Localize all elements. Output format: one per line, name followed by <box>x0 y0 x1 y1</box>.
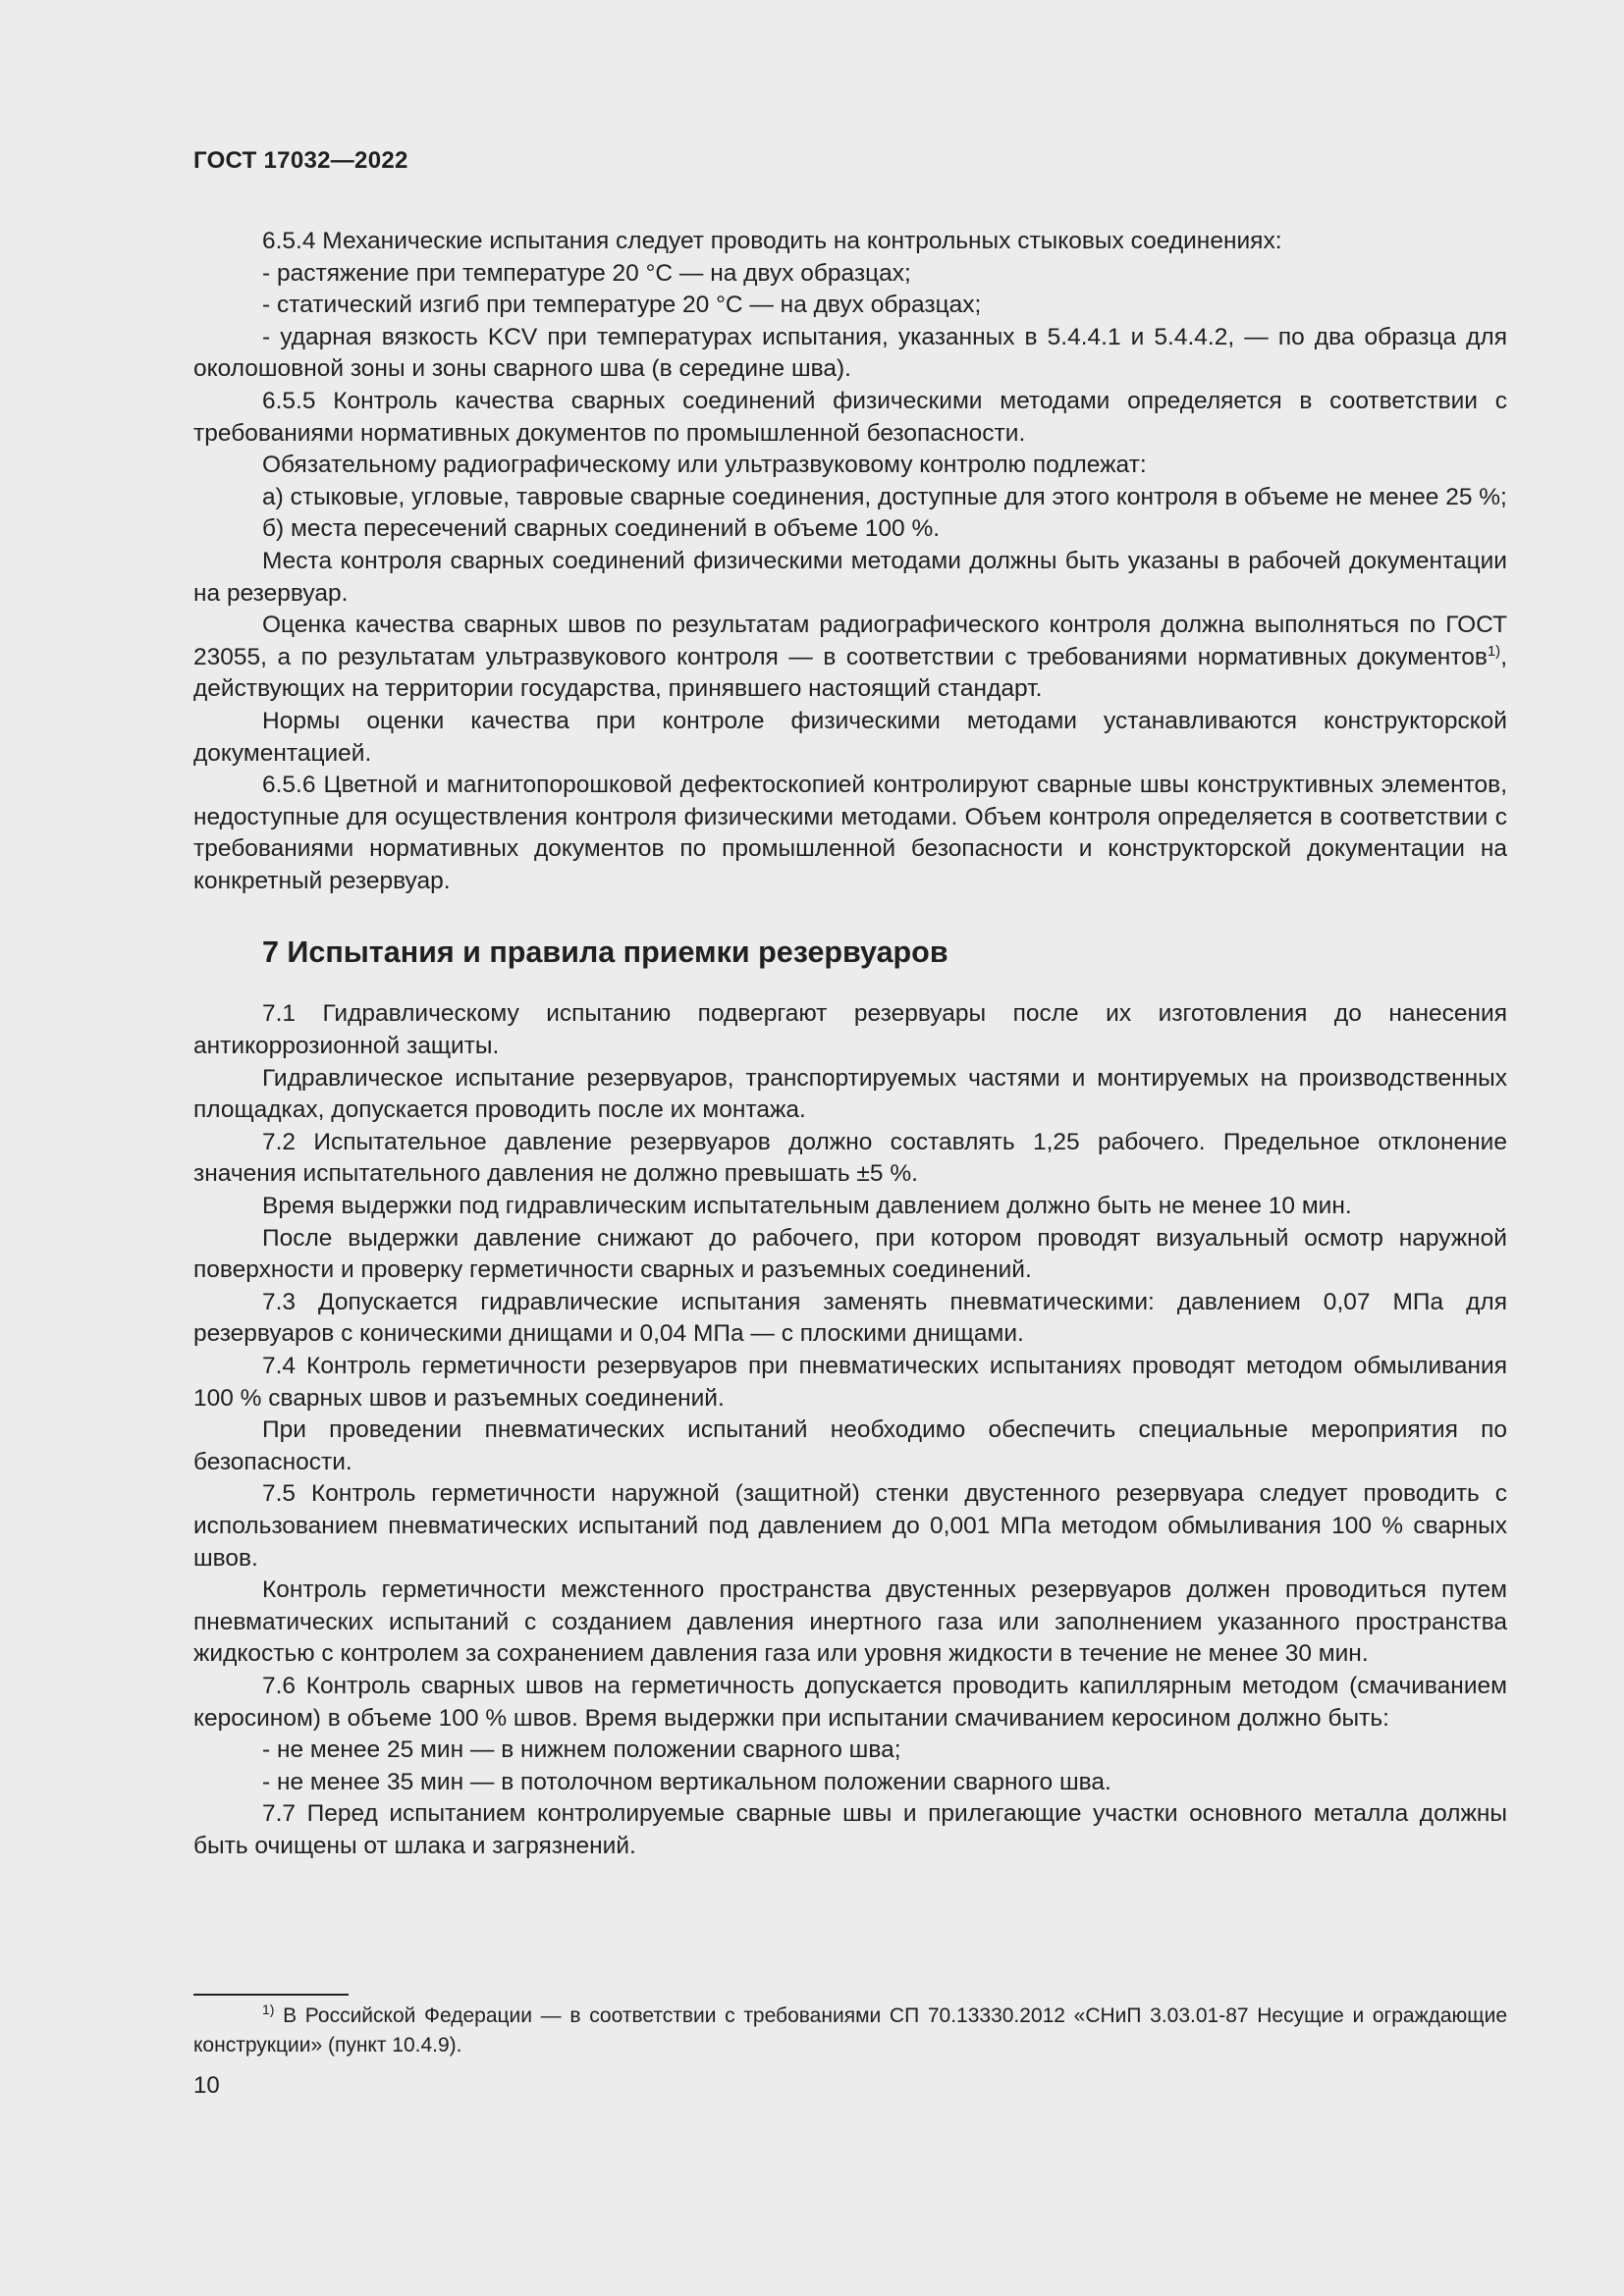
paragraph: Контроль герметичности межстенного пространства двустенных резервуаров должен проводиться путем пневматических испытаний с созданием давления инертного газа или заполнением указанного пространства жидкостью с контролем за сохранением давления газа или уровня жидкости в течение не менее 30 мин. <box>193 1576 1507 1668</box>
paragraph-7-2: 7.2 Испытательное давление резервуаров должно составлять 1,25 рабочего. Предельное отклонение значения испытательного давления не должно превышать ±5 %. <box>193 1128 1507 1188</box>
paragraph: После выдержки давление снижают до рабочего, при котором проводят визуальный осмотр наружной поверхности и проверку герметичности сварных и разъемных соединений. <box>193 1224 1507 1284</box>
paragraph-7-3: 7.3 Допускается гидравлические испытания заменять пневматическими: давлением 0,07 МПа для резервуаров с коническими днищами и 0,04 МПа — с плоскими днищами. <box>193 1288 1507 1348</box>
paragraph-6-5-5: 6.5.5 Контроль качества сварных соединений физическими методами определяется в соответствии с требованиями нормативных документов по промышленной безопасности. <box>193 387 1507 447</box>
document-header: ГОСТ 17032—2022 <box>193 147 408 174</box>
page-body <box>193 226 1507 1863</box>
footnote-divider <box>193 1994 349 1996</box>
paragraph-with-footnote <box>193 610 1507 706</box>
list-item: а) стыковые, угловые, тавровые сварные соединения, доступные для этого контроля в объеме не менее 25 %; <box>262 483 1507 510</box>
page-number: 10 <box>193 2072 220 2099</box>
paragraph-7-4: 7.4 Контроль герметичности резервуаров при пневматических испытаниях проводят методом обмыливания 100 % сварных швов и разъемных соединений. <box>193 1353 1507 1412</box>
paragraph: Нормы оценки качества при контроле физическими методами устанавливаются конструкторской документацией. <box>193 707 1507 767</box>
list-item: - ударная вязкость KCV при температурах испытания, указанных в 5.4.4.1 и 5.4.4.2, — по два образца для околошовной зоны и зоны сварного шва (в середине шва). <box>193 323 1507 383</box>
paragraph: Места контроля сварных соединений физическими методами должны быть указаны в рабочей документации на резервуар. <box>193 547 1507 607</box>
footnote-marker: 1) <box>262 2002 275 2017</box>
paragraph-7-7: 7.7 Перед испытанием контролируемые сварные швы и прилегающие участки основного металла должны быть очищены от шлака и загрязнений. <box>193 1800 1507 1859</box>
footnote-text <box>193 2002 1507 2060</box>
paragraph: Гидравлическое испытание резервуаров, транспортируемых частями и монтируемых на производственных площадках, допускается проводить после их монтажа. <box>193 1064 1507 1124</box>
paragraph-7-5: 7.5 Контроль герметичности наружной (защитной) стенки двустенного резервуара следует проводить с использованием пневматических испытаний под давлением до 0,001 МПа методом обмыливания 100 % сварных швов. <box>193 1480 1507 1572</box>
paragraph: Обязательному радиографическому или ультразвуковому контролю подлежат: <box>262 452 1147 479</box>
paragraph-text: Оценка качества сварных швов по результатам радиографического контроля должна выполняться по ГОСТ 23055, а по результатам ультразвукового контроля — в соответствии с требованиями нормативных документов <box>193 612 1507 670</box>
paragraph-7-1: 7.1 Гидравлическому испытанию подвергают резервуары после их изготовления до нанесения антикоррозионной защиты. <box>193 1000 1507 1060</box>
footnote <box>193 2002 1507 2060</box>
paragraph-7-6: 7.6 Контроль сварных швов на герметичность допускается проводить капиллярным методом (смачиванием керосином) в объеме 100 % швов. Время выдержки при испытании смачиванием керосином должно быть: <box>193 1672 1507 1732</box>
paragraph: При проведении пневматических испытаний необходимо обеспечить специальные мероприятия по безопасности. <box>193 1416 1507 1475</box>
footnote-reference: 1) <box>1487 642 1501 660</box>
list-item: - не менее 35 мин — в потолочном вертикальном положении сварного шва. <box>262 1768 1111 1795</box>
list-item: б) места пересечений сварных соединений в объеме 100 %. <box>262 515 941 543</box>
paragraph-text: , действующих на территории государства, принявшего настоящий стандарт. <box>193 643 1507 703</box>
list-item: - не менее 25 мин — в нижнем положении сварного шва; <box>262 1736 901 1764</box>
footnote-body: В Российской Федерации — в соответствии с требованиями СП 70.13330.2012 «СНиП 3.03.01-87 Несущие и ограждающие конструкции» (пункт 10.4.9). <box>193 2004 1507 2056</box>
paragraph-6-5-6: 6.5.6 Цветной и магнитопорошковой дефектоскопией контролируют сварные швы конструктивных элементов, недоступные для осуществления контроля физическими методами. Объем контроля определяется в соответствии с требованиями нормативных документов по промышленной безопасности и конструкторской документации на конкретный резервуар. <box>193 772 1507 894</box>
paragraph: Время выдержки под гидравлическим испытательным давлением должно быть не менее 10 мин. <box>262 1193 1352 1220</box>
list-item: - растяжение при температуре 20 °С — на двух образцах; <box>262 259 911 287</box>
section-title: 7 Испытания и правила приемки резервуаров <box>262 935 948 970</box>
paragraph-6-5-4: 6.5.4 Механические испытания следует проводить на контрольных стыковых соединениях: <box>262 228 1282 254</box>
list-item: - статический изгиб при температуре 20 °С — на двух образцах; <box>262 292 982 319</box>
